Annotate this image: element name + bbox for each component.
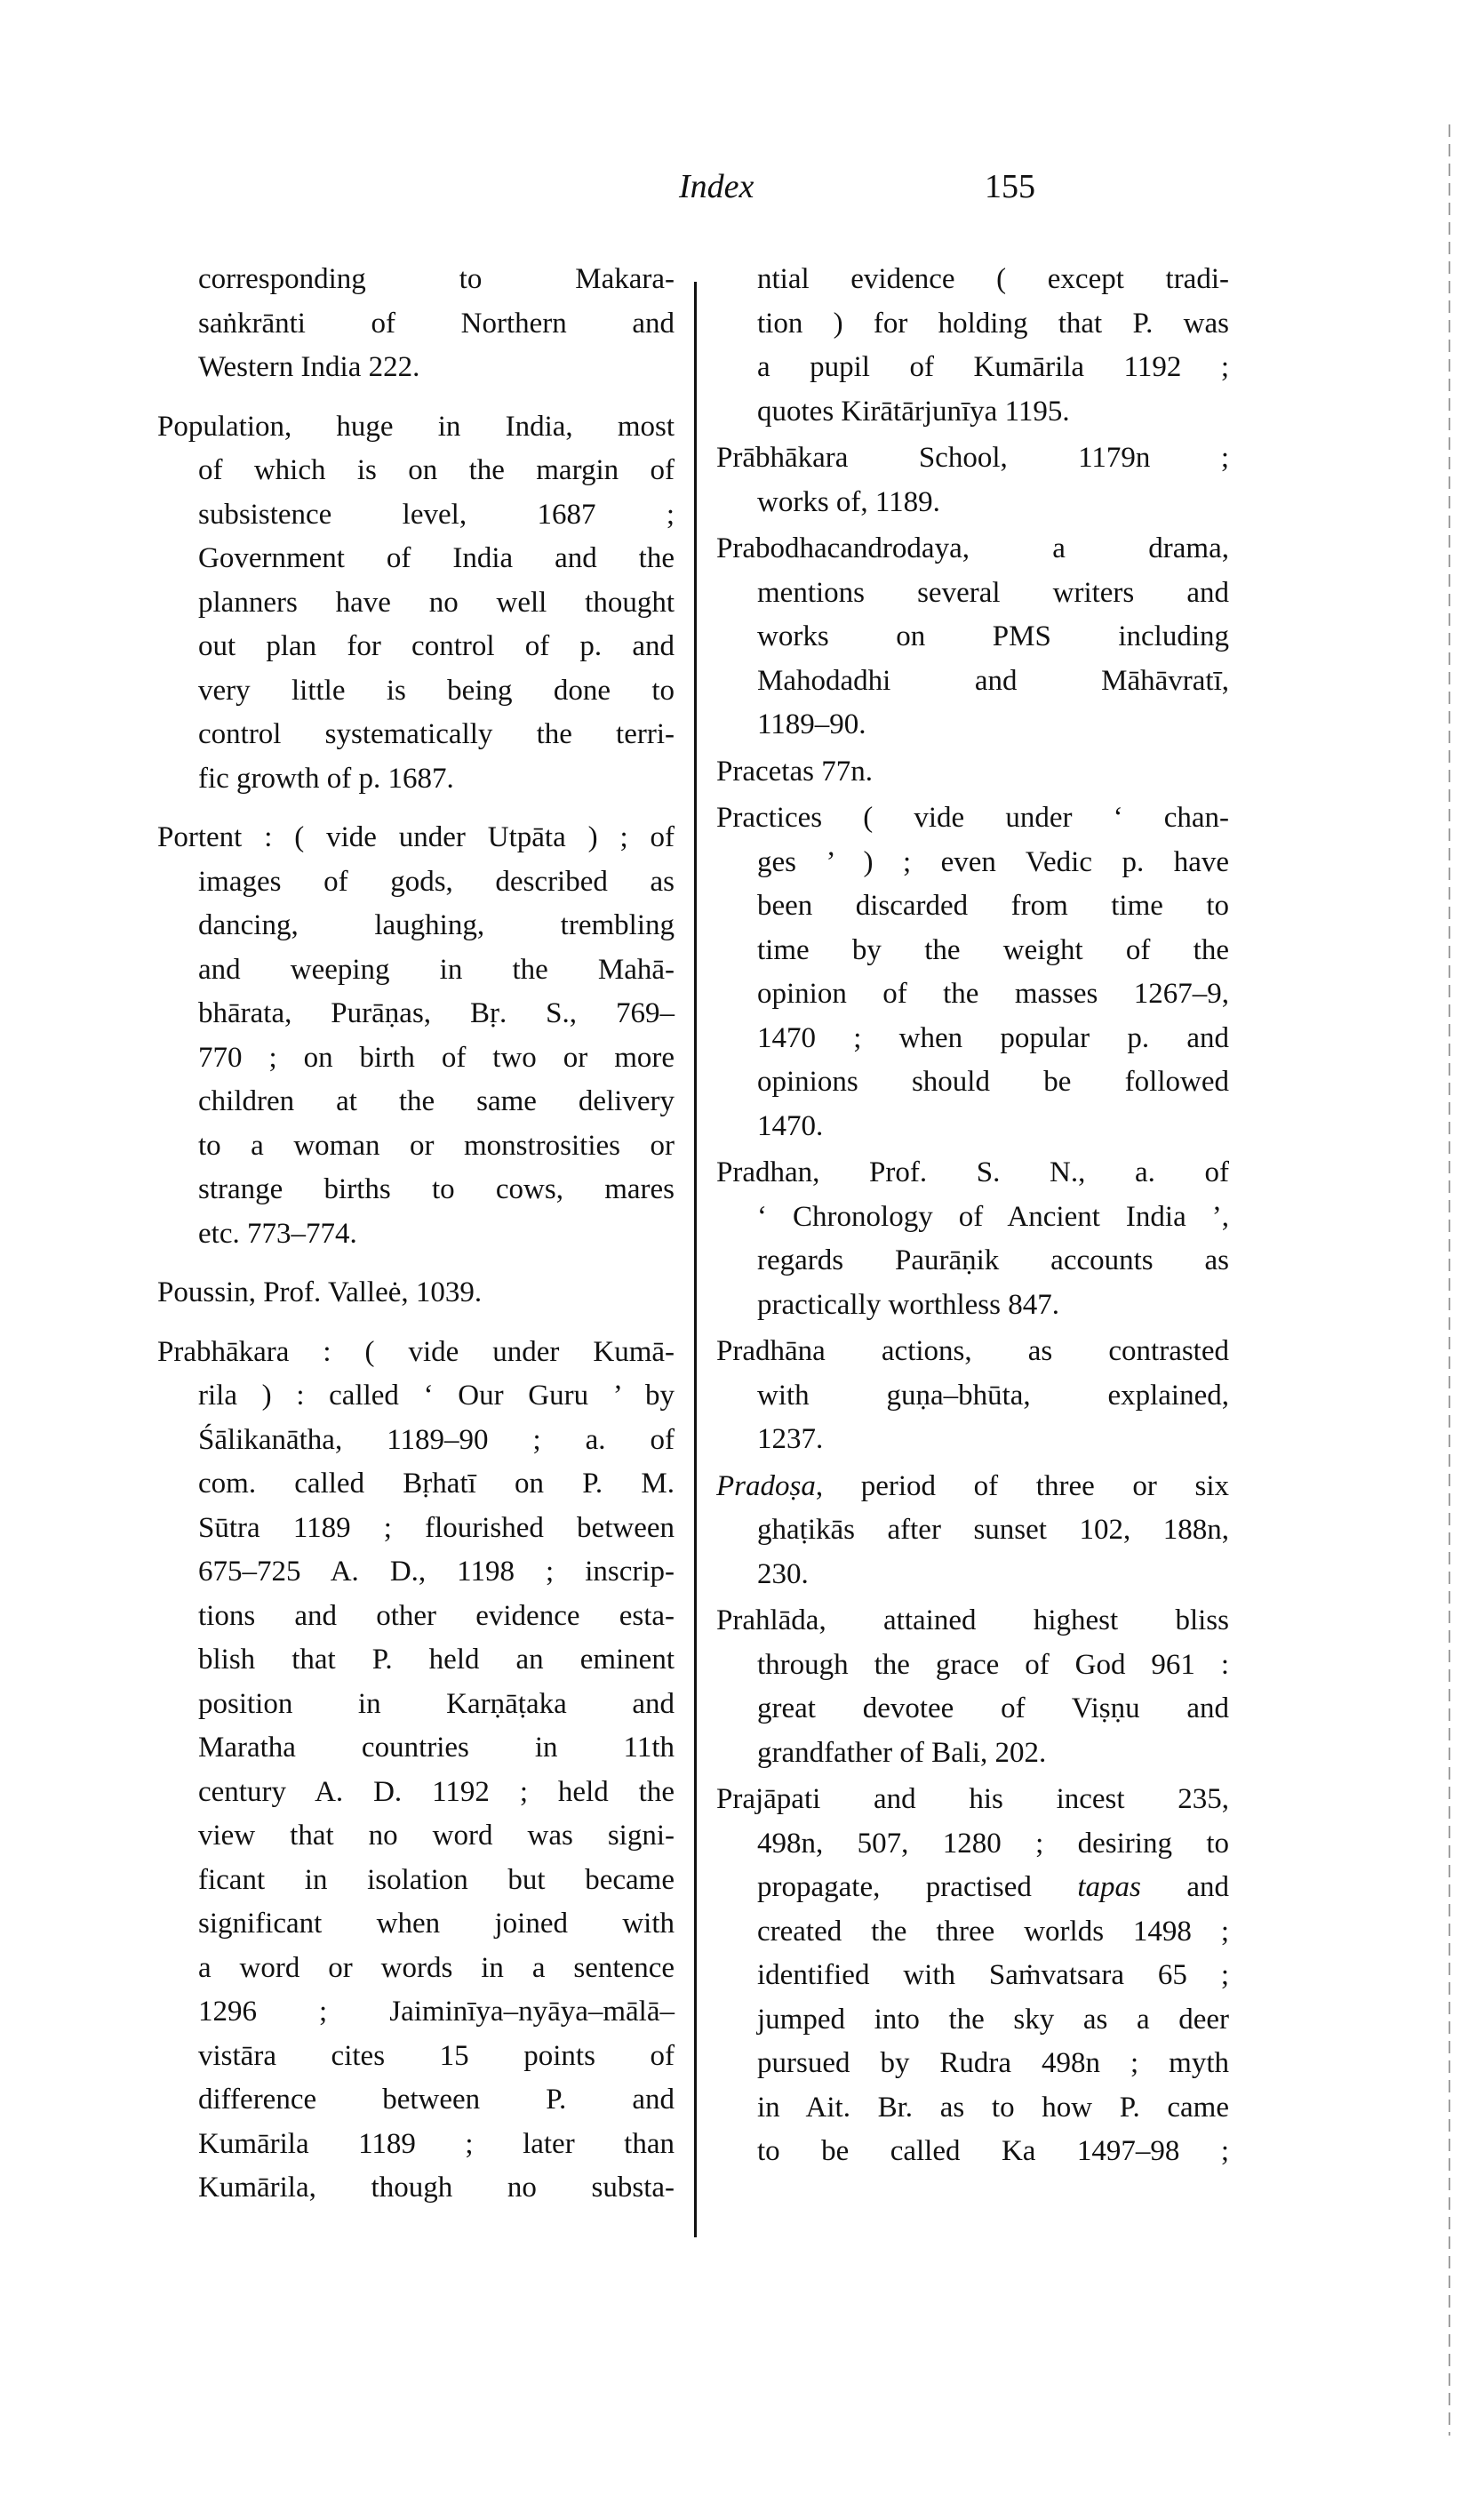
entry-line: 230.: [757, 1557, 809, 1590]
page-header: [0, 167, 1469, 212]
entry-line: grandfather of Bali, 202.: [757, 1736, 1047, 1769]
entry-line: subsistence level, 1687 ;: [198, 498, 675, 531]
entry-line: bhārata, Purāṇas, Bṛ. S., 769–: [198, 997, 675, 1029]
entry-line: corresponding to Makara-: [198, 263, 675, 295]
entry-line: ficant in isolation but became: [198, 1863, 675, 1896]
column-divider: [694, 282, 697, 2237]
entry-headline: Prabhākara : ( vide under Kumā-: [157, 1335, 675, 1368]
entry-line: pursued by Rudra 498n ; myth: [757, 2047, 1229, 2079]
scan-edge-artifact: [1449, 124, 1450, 2436]
entry-headline: Prahlāda, attained highest bliss: [716, 1604, 1229, 1636]
entry-line: with guṇa–bhūta, explained,: [757, 1379, 1229, 1412]
entry-line: tions and other evidence esta-: [198, 1599, 675, 1632]
index-entry-pracetas: [716, 750, 1229, 795]
italic-term: Pradoṣa: [716, 1469, 816, 1502]
entry-line: in Ait. Br. as to how P. came: [757, 2091, 1229, 2124]
entry-text: and: [1140, 1871, 1229, 1903]
entry-line: to a woman or monstrosities or: [198, 1129, 675, 1162]
index-entry-pradhana: [716, 1330, 1229, 1462]
entry-line: century A. D. 1192 ; held the: [198, 1775, 675, 1808]
index-entry-prajapati: [716, 1778, 1229, 2174]
entry-line: 1237.: [757, 1423, 824, 1455]
index-entry-pradosa: [716, 1465, 1229, 1597]
entry-line: quotes Kirātārjunīya 1195.: [757, 395, 1070, 428]
entry-line: opinions should be followed: [757, 1066, 1229, 1098]
entry-line: fic growth of p. 1687.: [198, 762, 454, 795]
entry-line: practically worthless 847.: [757, 1288, 1059, 1321]
entry-line: com. called Bṛhatī on P. M.: [198, 1468, 675, 1500]
entry-line: been discarded from time to: [757, 890, 1229, 922]
index-entry-pradhan: [716, 1151, 1229, 1327]
entry-line: time by the weight of the: [757, 933, 1229, 966]
entry-line: great devotee of Viṣṇu and: [757, 1692, 1229, 1724]
index-entry-prabhakara-school: [716, 436, 1229, 524]
entry-line: Kumārila 1189 ; later than: [198, 2127, 675, 2160]
entry-text: propagate, practised: [757, 1871, 1078, 1903]
entry-line: blish that P. held an eminent: [198, 1644, 675, 1676]
entry-line: 1296 ; Jaiminīya–nyāya–mālā–: [198, 1996, 675, 2028]
entry-line: etc. 773–774.: [198, 1217, 357, 1250]
entry-line: 1189–90.: [757, 708, 866, 740]
entry-line: strange births to cows, mares: [198, 1173, 675, 1205]
entry-line: images of gods, described as: [198, 865, 675, 898]
entry-line: 675–725 A. D., 1198 ; inscrip-: [198, 1556, 675, 1588]
entry-line: opinion of the masses 1267–9,: [757, 978, 1229, 1010]
entry-line: ‘ Chronology of Ancient India ’,: [757, 1200, 1229, 1233]
entry-headline: Portent : ( vide under Utpāta ) ; of: [157, 821, 675, 853]
index-column-left: [157, 258, 675, 2226]
entry-line: Mahodadhi and Māhāvratī,: [757, 664, 1229, 697]
entry-line: mentions several writers and: [757, 576, 1229, 609]
entry-line: Sūtra 1189 ; flourished between: [198, 1511, 675, 1544]
entry-line: 1470 ; when popular p. and: [757, 1021, 1229, 1054]
entry-line: works of, 1189.: [757, 485, 940, 518]
entry-headline: Prabodhacandrodaya, a drama,: [716, 532, 1229, 564]
entry-line: Kumārila, though no substa-: [198, 2172, 675, 2204]
entry-line: ghaṭikās after sunset 102, 188n,: [757, 1514, 1229, 1546]
entry-headline: [716, 1465, 1229, 1509]
entry-line: tion ) for holding that P. was: [757, 307, 1229, 340]
index-entry-continued: [157, 258, 675, 390]
entry-line: a word or words in a sentence: [198, 1951, 675, 1984]
entry-line: a pupil of Kumārila 1192 ;: [757, 351, 1229, 383]
entry-headline: Poussin, Prof. Valleė, 1039.: [157, 1276, 483, 1308]
entry-line: control systematically the terri-: [198, 718, 675, 750]
entry-line: vistāra cites 15 points of: [198, 2039, 675, 2072]
entry-line: of which is on the margin of: [198, 454, 675, 486]
entry-line: rila ) : called ‘ Our Guru ’ by: [198, 1380, 675, 1412]
entry-line: [716, 1866, 1229, 1910]
italic-word: tapas: [1077, 1871, 1141, 1903]
entry-headline: Practices ( vide under ‘ chan-: [716, 802, 1229, 834]
entry-line: Western India 222.: [198, 351, 420, 383]
entry-line: dancing, laughing, trembling: [198, 909, 675, 941]
entry-line: jumped into the sky as a deer: [757, 2003, 1229, 2036]
entry-headline: Pracetas 77n.: [716, 755, 873, 788]
index-entry-prabodhacandrodaya: [716, 527, 1229, 748]
entry-line: Maratha countries in 11th: [198, 1732, 675, 1764]
entry-headline: Population, huge in India, most: [157, 410, 675, 443]
entry-line: and weeping in the Mahā-: [198, 953, 675, 986]
entry-line: difference between P. and: [198, 2084, 675, 2116]
entry-line: very little is being done to: [198, 674, 675, 707]
entry-line: works on PMS including: [757, 620, 1229, 652]
entry-line: children at the same delivery: [198, 1085, 675, 1117]
entry-line: to be called Ka 1497–98 ;: [757, 2135, 1229, 2167]
entry-line: saṅkrānti of Northern and: [198, 307, 675, 340]
entry-line: significant when joined with: [198, 1908, 675, 1940]
index-entry-prabhakara: [157, 1331, 675, 2211]
entry-line: Government of India and the: [198, 542, 675, 574]
entry-headline: Pradhan, Prof. S. N., a. of: [716, 1156, 1229, 1188]
entry-text: , period of three or six: [815, 1469, 1229, 1502]
index-entry-prahlada: [716, 1599, 1229, 1775]
entry-line: through the grace of God 961 :: [757, 1648, 1229, 1681]
entry-line: ntial evidence ( except tradi-: [757, 263, 1229, 295]
entry-line: planners have no well thought: [198, 586, 675, 619]
index-entry-practices: [716, 796, 1229, 1148]
entry-line: view that no word was signi-: [198, 1820, 675, 1852]
index-entry-continued: [716, 258, 1229, 434]
index-entry-population: [157, 405, 675, 802]
entry-line: 1470.: [757, 1109, 824, 1142]
entry-line: 498n, 507, 1280 ; desiring to: [757, 1827, 1229, 1860]
entry-line: created the three worlds 1498 ;: [757, 1915, 1229, 1948]
entry-line: Śālikanātha, 1189–90 ; a. of: [198, 1423, 675, 1456]
entry-line: position in Karṇāṭaka and: [198, 1687, 675, 1720]
entry-line: identified with Saṁvatsara 65 ;: [757, 1959, 1229, 1991]
index-entry-poussin: [157, 1271, 675, 1316]
index-column-right: [716, 258, 1229, 2177]
entry-line: ges ’ ) ; even Vedic p. have: [757, 845, 1229, 878]
entry-headline: Prābhākara School, 1179n ;: [716, 442, 1229, 474]
entry-line: 770 ; on birth of two or more: [198, 1041, 675, 1074]
running-title: Index: [679, 168, 754, 205]
index-entry-portent: [157, 816, 675, 1256]
entry-line: out plan for control of p. and: [198, 630, 675, 662]
entry-line: regards Paurāṇik accounts as: [757, 1244, 1229, 1276]
entry-headline: Prajāpati and his incest 235,: [716, 1783, 1229, 1815]
page-number: 155: [985, 168, 1035, 205]
entry-headline: Pradhāna actions, as contrasted: [716, 1335, 1229, 1367]
